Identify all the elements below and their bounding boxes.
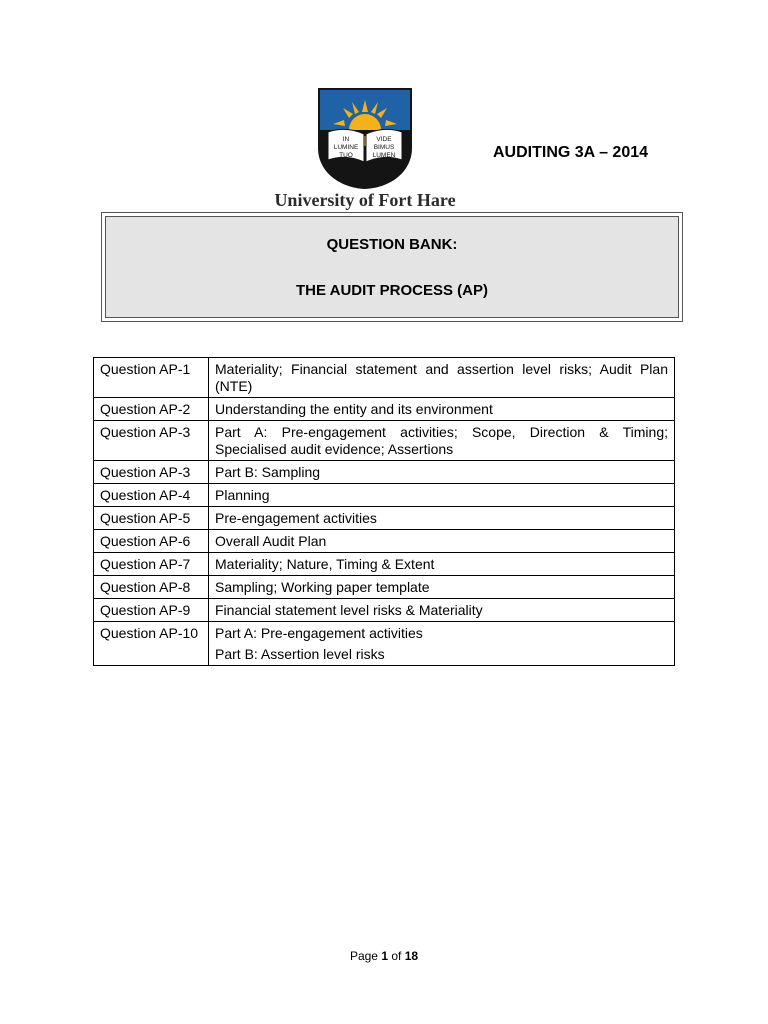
crest-text: LUMINE xyxy=(333,144,359,151)
table-row xyxy=(94,530,675,553)
topic-line: Part B: Assertion level risks xyxy=(215,646,385,662)
question-cell: Question AP-9 xyxy=(94,599,209,622)
crest-text: IN xyxy=(342,136,350,143)
table-row xyxy=(94,576,675,599)
topic-cell: Planning xyxy=(209,484,675,507)
university-logo xyxy=(262,86,468,230)
question-cell: Question AP-8 xyxy=(94,576,209,599)
table-row xyxy=(94,484,675,507)
banner-title: QUESTION BANK: xyxy=(326,236,458,253)
topic-cell: Pre-engagement activities xyxy=(209,507,675,530)
title-banner xyxy=(101,212,683,322)
page-separator: of xyxy=(391,949,402,963)
table-row xyxy=(94,398,675,421)
banner-subtitle: THE AUDIT PROCESS (AP) xyxy=(296,282,488,299)
topic-cell: Financial statement level risks & Materiality xyxy=(209,599,675,622)
question-cell: Question AP-4 xyxy=(94,484,209,507)
topic-cell: Part A: Pre-engagement activities; Scope, Direction & Timing; Specialised audit evidence; Assertions xyxy=(209,421,675,461)
table-row xyxy=(94,553,675,576)
table-row xyxy=(94,421,675,461)
total-pages: 18 xyxy=(404,949,419,963)
question-cell: Question AP-10 xyxy=(94,622,209,666)
table-row xyxy=(94,507,675,530)
crest-icon xyxy=(316,86,414,190)
table-row xyxy=(94,622,675,666)
question-cell: Question AP-7 xyxy=(94,553,209,576)
topic-line: Part A: Pre-engagement activities xyxy=(215,625,423,641)
table-row xyxy=(94,358,675,398)
title-banner-inner xyxy=(105,216,679,318)
topic-cell: Sampling; Working paper template xyxy=(209,576,675,599)
question-cell: Question AP-3 xyxy=(94,461,209,484)
topic-cell: Materiality; Financial statement and assertion level risks; Audit Plan (NTE) xyxy=(209,358,675,398)
table-row xyxy=(94,461,675,484)
topic-cell: Materiality; Nature, Timing & Extent xyxy=(209,553,675,576)
topic-cell: Part B: Sampling xyxy=(209,461,675,484)
crest-text: BIMUS xyxy=(373,144,395,151)
course-title: AUDITING 3A – 2014 xyxy=(493,144,649,161)
question-cell: Question AP-5 xyxy=(94,507,209,530)
question-cell: Question AP-1 xyxy=(94,358,209,398)
page-label: Page xyxy=(349,949,378,963)
question-cell: Question AP-6 xyxy=(94,530,209,553)
topic-cell: Overall Audit Plan xyxy=(209,530,675,553)
topic-cell xyxy=(209,622,675,666)
crest-text: TUO xyxy=(339,152,353,159)
question-cell: Question AP-2 xyxy=(94,398,209,421)
crest-text: LUMEN xyxy=(372,152,396,159)
crest-text: VIDE xyxy=(376,136,392,143)
question-cell: Question AP-3 xyxy=(94,421,209,461)
university-name: University of Fort Hare xyxy=(274,190,456,210)
page-footer xyxy=(0,949,768,963)
current-page: 1 xyxy=(381,949,388,963)
question-table xyxy=(93,357,675,666)
topic-cell: Understanding the entity and its environment xyxy=(209,398,675,421)
table-row xyxy=(94,599,675,622)
